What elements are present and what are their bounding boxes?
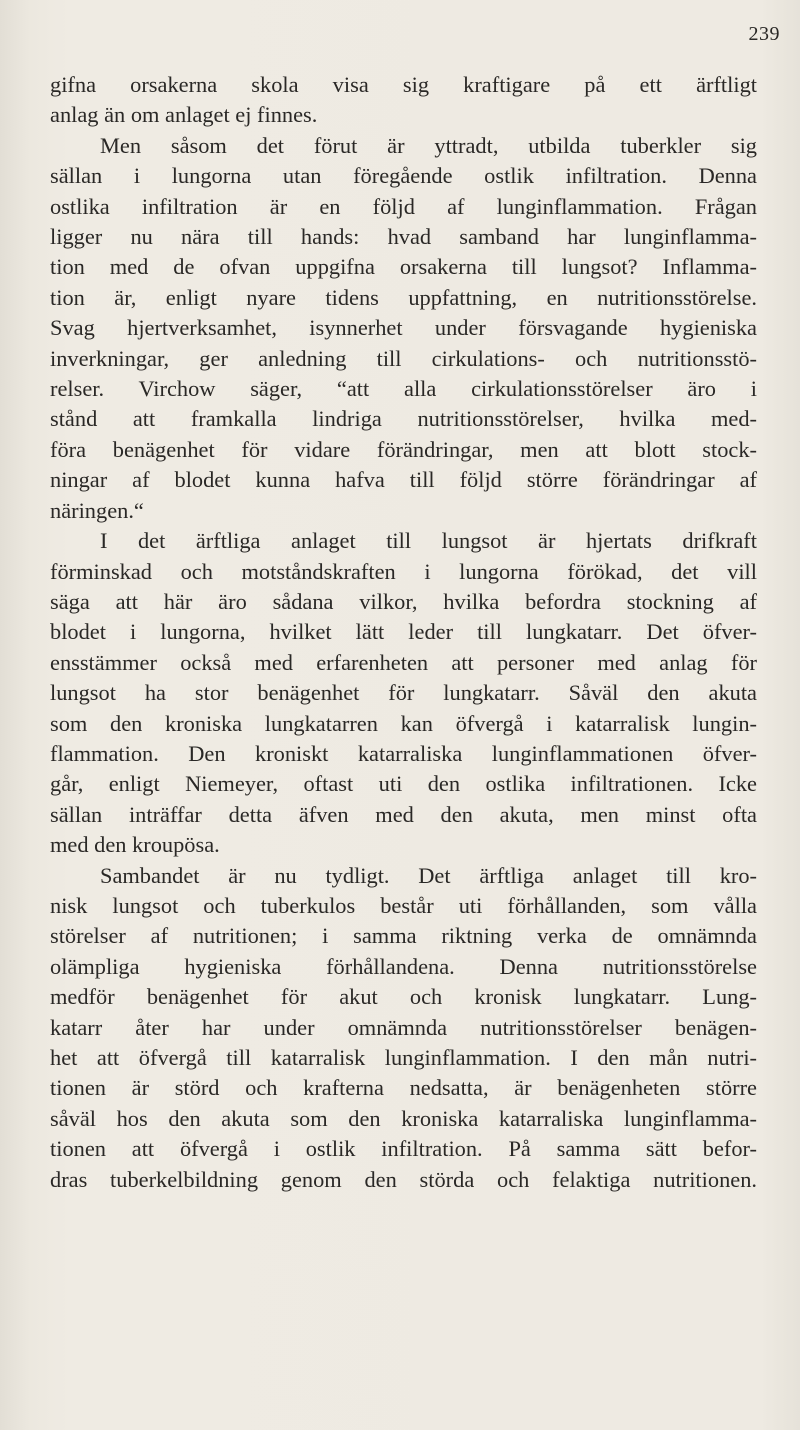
body-text	[50, 70, 757, 1195]
text-line: med den kroupösa.	[50, 832, 220, 858]
text-line: störelser af nutritionen; i samma riktning verka de omnämnda	[50, 923, 757, 949]
text-line: ensstämmer också med erfarenheten att personer med anlag för	[50, 649, 757, 675]
text-line: inverkningar, ger anledning till cirkulations- och nutritionsstö-	[50, 345, 757, 371]
text-line: I det ärftliga anlaget till lungsot är hjertats drifkraft	[100, 528, 757, 554]
text-line: nisk lungsot och tuberkulos består uti förhållanden, som vålla	[50, 892, 757, 918]
text-line: säga att här äro sådana vilkor, hvilka befordra stockning af	[50, 588, 757, 614]
text-line: relser. Virchow säger, “att alla cirkulationsstörelser äro i	[50, 376, 757, 402]
text-line: sällan inträffar detta äfven med den akuta, men minst ofta	[50, 801, 757, 827]
text-line: katarr åter har under omnämnda nutritionsstörelser benägen-	[50, 1014, 757, 1040]
text-line: Sambandet är nu tydligt. Det ärftliga anlaget till kro-	[100, 862, 757, 888]
text-line: stånd att framkalla lindriga nutritionsstörelser, hvilka med-	[50, 406, 757, 432]
text-line: tion med de ofvan uppgifna orsakerna till lungsot? Inflamma-	[50, 254, 757, 280]
text-line: lungsot ha stor benägenhet för lungkatarr. Såväl den akuta	[50, 680, 757, 706]
text-line: går, enligt Niemeyer, oftast uti den ostlika infiltrationen. Icke	[50, 771, 757, 797]
text-line: som den kroniska lungkatarren kan öfvergå i katarralisk lungin-	[50, 710, 757, 736]
page-number: 239	[748, 23, 780, 45]
text-line: flammation. Den kroniskt katarraliska lunginflammationen öfver-	[50, 740, 757, 766]
text-line: medför benägenhet för akut och kronisk lungkatarr. Lung-	[50, 984, 757, 1010]
text-line: såväl hos den akuta som den kroniska katarraliska lunginflamma-	[50, 1105, 757, 1131]
text-line: Svag hjertverksamhet, isynnerhet under försvagande hygieniska	[50, 315, 757, 341]
text-line: tionen att öfvergå i ostlik infiltration. På samma sätt befor-	[50, 1136, 757, 1162]
text-line: dras tuberkelbildning genom den störda och felaktiga nutritionen.	[50, 1166, 757, 1192]
text-line: tionen är störd och krafterna nedsatta, är benägenheten större	[50, 1075, 757, 1101]
text-line: tion är, enligt nyare tidens uppfattning, en nutritionsstörelse.	[50, 284, 757, 310]
text-line: anlag än om anlaget ej finnes.	[50, 102, 318, 128]
text-line: förminskad och motståndskraften i lungorna förökad, det vill	[50, 558, 757, 584]
text-line: ostlika infiltration är en följd af lunginflammation. Frågan	[50, 193, 757, 219]
text-line: olämpliga hygieniska förhållandena. Denna nutritionsstörelse	[50, 953, 757, 979]
text-line: ligger nu nära till hands: hvad samband har lunginflamma-	[50, 224, 757, 250]
text-line: Men såsom det förut är yttradt, utbilda tuberkler sig	[100, 132, 757, 158]
text-line: näringen.“	[50, 497, 144, 523]
text-line: föra benägenhet för vidare förändringar, men att blott stock-	[50, 436, 757, 462]
text-line: sällan i lungorna utan föregående ostlik infiltration. Denna	[50, 163, 757, 189]
text-line: gifna orsakerna skola visa sig kraftigare på ett ärftligt	[50, 72, 757, 97]
text-line: het att öfvergå till katarralisk lunginflammation. I den mån nutri-	[50, 1045, 757, 1070]
text-line: ningar af blodet kunna hafva till följd större förändringar af	[50, 467, 757, 493]
text-line: blodet i lungorna, hvilket lätt leder till lungkatarr. Det öfver-	[50, 619, 757, 645]
